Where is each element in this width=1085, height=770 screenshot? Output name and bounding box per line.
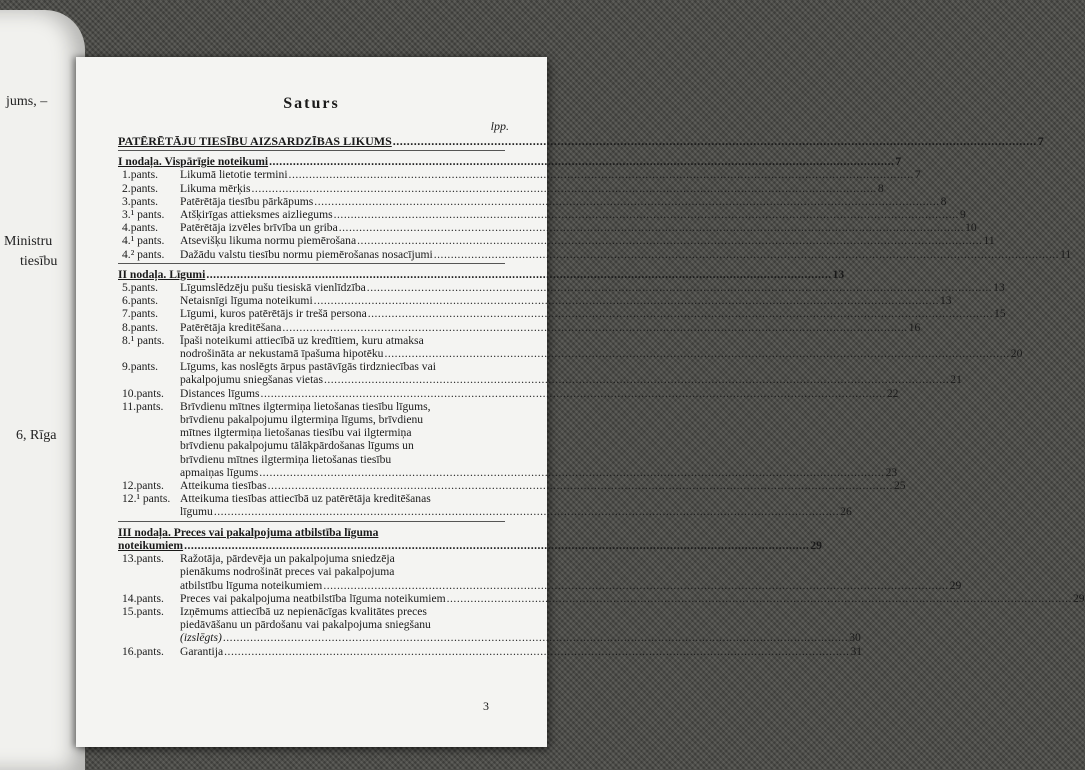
- article-text: [180, 492, 852, 518]
- law-title-row: [118, 134, 1044, 148]
- article-page: 29: [1072, 591, 1085, 605]
- article-line-text: Īpaši noteikumi attiecībā uz kredītiem, kuru atmaksa: [180, 333, 424, 347]
- article-number: 12.¹ pants.: [122, 492, 171, 506]
- left-page-text: Ministru: [4, 234, 53, 249]
- dot-leader: [447, 592, 1072, 605]
- article-line-text: Atteikuma tiesības attiecībā uz patērētāja kreditēšanas: [180, 492, 431, 506]
- article-line: [180, 281, 1005, 294]
- article-number: 3.¹ pants.: [122, 208, 165, 222]
- page-column-label: lpp.: [490, 119, 509, 133]
- article-line-text: Patērētāja kreditēšana: [180, 320, 282, 334]
- article-text: [180, 234, 995, 247]
- article-line-text: līgumu: [180, 505, 213, 519]
- law-title: PATĒRĒTĀJU TIESĪBU AIZSARDZĪBAS LIKUMS: [118, 134, 392, 148]
- article-page: 26: [840, 505, 852, 519]
- article-line-text: Atsevišķu likuma normu piemērošana: [180, 234, 357, 248]
- dot-leader: [323, 579, 948, 592]
- toc-entry: [118, 320, 921, 334]
- article-line: [180, 334, 1022, 347]
- article-number: 10.pants.: [122, 386, 164, 400]
- dot-leader: [368, 307, 993, 320]
- article-page: 9: [959, 208, 966, 222]
- article-line-text: Līgums, kas noslēgts ārpus pastāvīgās tirdzniecības vai: [180, 360, 436, 374]
- dot-leader: [384, 347, 1009, 360]
- dot-leader: [434, 248, 1059, 261]
- toc-entry: [118, 479, 906, 493]
- chapter-page: 7: [895, 155, 902, 169]
- article-line-text: piedāvāšanu un pārdošanu vai pakalpojuma sniegšanu: [180, 618, 431, 632]
- article-number: 13.pants.: [122, 552, 164, 566]
- article-line-text: pienākums nodrošināt preces vai pakalpojuma: [180, 565, 395, 579]
- dot-leader: [334, 208, 959, 221]
- article-line: [180, 360, 962, 373]
- article-number: 15.pants.: [122, 604, 164, 618]
- article-line: [180, 294, 952, 307]
- article-page: 8: [940, 194, 947, 208]
- article-text: [180, 479, 906, 492]
- article-line: [180, 234, 995, 247]
- chapter-title-row: [118, 538, 822, 552]
- dot-leader: [269, 155, 894, 168]
- article-number: 8.¹ pants.: [122, 333, 165, 347]
- toc-entry: [118, 247, 1072, 261]
- chapter-title: I nodaļa. Vispārīgie noteikumi: [118, 155, 269, 169]
- article-line-text: brīvdienu pakalpojumu tālākpārdošanas līgums un: [180, 439, 414, 453]
- article-line-text: Garantija: [180, 644, 224, 658]
- toc-entry: [118, 307, 1006, 321]
- article-page: 11: [983, 234, 995, 248]
- article-text: [180, 248, 1071, 261]
- article-line: [180, 307, 1006, 320]
- article-page: 13: [939, 294, 952, 308]
- chapter-title-row: [118, 155, 902, 169]
- dot-leader: [314, 294, 939, 307]
- article-page: 21: [950, 373, 962, 387]
- article-line: [180, 645, 862, 658]
- article-page: 20: [1010, 347, 1023, 361]
- article-text: [180, 334, 1022, 360]
- article-line: [180, 400, 897, 413]
- article-line-text: Netaisnīgi līguma noteikumi: [180, 294, 313, 308]
- article-line: [180, 565, 961, 578]
- article-text: [180, 645, 862, 658]
- article-line: [180, 347, 1022, 360]
- dot-leader: [184, 539, 809, 552]
- article-line: [180, 208, 966, 221]
- chapter-title: III nodaļa. Preces vai pakalpojuma atbilstība līguma: [118, 525, 379, 539]
- article-page: 15: [994, 307, 1006, 321]
- article-line: [180, 413, 897, 426]
- article-line: [180, 492, 852, 505]
- article-line-text: atbilstību līguma noteikumiem: [180, 578, 323, 592]
- left-page-text: tiesību: [20, 254, 58, 269]
- article-page: 22: [886, 386, 899, 400]
- article-line: [180, 373, 962, 386]
- toc-entry: [118, 294, 952, 308]
- article-page: 23: [885, 465, 898, 479]
- toc-entry: [118, 168, 921, 182]
- article-line: [180, 182, 884, 195]
- article-page: 13: [993, 281, 1005, 295]
- toc-entry: [118, 552, 962, 592]
- toc-entry: [118, 399, 898, 479]
- article-line-text: Distances līgums: [180, 386, 260, 400]
- dot-leader: [289, 168, 914, 181]
- article-number: 14.pants.: [122, 591, 164, 605]
- page-number: 3: [483, 699, 489, 713]
- article-line: [180, 479, 906, 492]
- article-line-text: Līgumslēdzēju pušu tiesiskā vienlīdzība: [180, 281, 366, 295]
- article-line: [180, 439, 897, 452]
- article-line: [180, 552, 961, 565]
- toc-entry: [118, 194, 947, 208]
- article-number: 6.pants.: [122, 294, 159, 308]
- article-line: [180, 426, 897, 439]
- article-text: [180, 400, 897, 479]
- dot-leader: [357, 234, 982, 247]
- article-page: 31: [850, 644, 863, 658]
- article-text: [180, 281, 1005, 294]
- article-number: 3.pants.: [122, 194, 159, 208]
- article-page: 16: [908, 320, 921, 334]
- article-line-text: Patērētāja tiesību pārkāpums: [180, 194, 314, 208]
- chapter-divider: [118, 150, 505, 151]
- toc-entry: [118, 221, 977, 235]
- chapter-page: 29: [810, 538, 822, 552]
- article-text: [180, 360, 962, 386]
- dot-leader: [252, 182, 877, 195]
- article-number: 8.pants.: [122, 320, 159, 334]
- article-line: [180, 592, 1085, 605]
- article-line-text: Līgumi, kuros patērētājs ir trešā persona: [180, 307, 367, 321]
- toc-entry: [118, 386, 899, 400]
- article-line-text: brīvdienu pakalpojumu ilgtermiņa līgums, brīvdienu: [180, 413, 424, 427]
- table-of-contents: [118, 133, 1085, 658]
- chapter-title-row: [118, 267, 845, 281]
- dot-leader: [214, 505, 839, 518]
- article-line: [180, 168, 921, 181]
- dot-leader: [223, 631, 848, 644]
- article-line: [180, 579, 961, 592]
- article-text: [180, 208, 966, 221]
- article-number: 1.pants.: [122, 168, 159, 182]
- toc-entry: [118, 281, 1005, 295]
- article-line-text: Atteikuma tiesības: [180, 479, 267, 493]
- dot-leader: [282, 321, 907, 334]
- dot-leader: [324, 373, 949, 386]
- article-line: [180, 248, 1071, 261]
- article-text: [180, 387, 898, 400]
- chapter-title-row: [118, 526, 505, 539]
- article-text: [180, 592, 1085, 605]
- dot-leader: [314, 195, 939, 208]
- article-line-text: Preces vai pakalpojuma neatbilstība līguma noteikumiem: [180, 591, 446, 605]
- article-number: 9.pants.: [122, 360, 159, 374]
- chapter-divider: [118, 521, 505, 522]
- article-line: [180, 221, 977, 234]
- article-text: [180, 182, 884, 195]
- page-title: Saturs: [283, 95, 340, 112]
- chapter-page: 13: [832, 267, 845, 281]
- article-page: 7: [914, 168, 921, 182]
- dot-leader: [259, 466, 884, 479]
- toc-entry: [118, 591, 1085, 605]
- article-line: [180, 605, 861, 618]
- toc-entry: [118, 492, 852, 519]
- dot-leader: [224, 645, 849, 658]
- article-line-text: (izslēgts): [180, 631, 222, 645]
- article-number: 12.pants.: [122, 479, 164, 493]
- article-line-text: Izņēmums attiecībā uz nepienācīgas kvalitātes preces: [180, 604, 427, 618]
- article-text: [180, 221, 977, 234]
- toc-entry: [118, 234, 995, 248]
- article-number: 5.pants.: [122, 281, 159, 295]
- article-line: [180, 505, 852, 518]
- left-page-text: jums, –: [6, 94, 48, 109]
- left-page-text: 6, Rīga: [16, 428, 57, 443]
- article-line: [180, 321, 920, 334]
- dot-leader: [339, 221, 964, 234]
- toc-entry: [118, 644, 863, 658]
- article-line: [180, 631, 861, 644]
- dot-leader: [367, 281, 992, 294]
- article-line-text: Brīvdienu mītnes ilgtermiņa lietošanas tiesību līgums,: [180, 399, 431, 413]
- article-line-text: apmaiņas līgums: [180, 465, 259, 479]
- dot-leader: [268, 479, 893, 492]
- article-number: 16.pants.: [122, 644, 164, 658]
- article-number: 4.² pants.: [122, 247, 165, 261]
- toc-entry: [118, 360, 962, 387]
- article-line: [180, 453, 897, 466]
- article-number: 11.pants.: [122, 399, 164, 413]
- dot-leader: [206, 268, 831, 281]
- article-page: 30: [849, 631, 861, 645]
- article-line: [180, 387, 898, 400]
- article-text: [180, 552, 961, 592]
- chapter-title: noteikumiem: [118, 538, 184, 552]
- article-number: 4.pants.: [122, 221, 159, 235]
- article-line-text: pakalpojumu sniegšanas vietas: [180, 373, 323, 387]
- article-line-text: nodrošināta ar nekustamā īpašuma hipotēku: [180, 347, 384, 361]
- article-line-text: Likumā lietotie termini: [180, 168, 288, 182]
- toc-entry: [118, 208, 966, 222]
- article-text: [180, 321, 920, 334]
- article-line: [180, 195, 946, 208]
- chapter-divider: [118, 263, 505, 264]
- article-line-text: mītnes ilgtermiņa lietošanas tiesību vai ilgtermiņa: [180, 426, 412, 440]
- article-line: [180, 466, 897, 479]
- article-number: 2.pants.: [122, 181, 159, 195]
- article-page: 8: [877, 181, 884, 195]
- article-line-text: brīvdienu mītnes ilgtermiņa lietošanas tiesību: [180, 452, 392, 466]
- chapter-title: II nodaļa. Līgumi: [118, 267, 206, 281]
- law-page: 7: [1037, 134, 1044, 148]
- article-text: [180, 605, 861, 645]
- article-text: [180, 307, 1006, 320]
- toc-entry: [118, 604, 861, 645]
- article-line-text: Patērētāja izvēles brīvība un griba: [180, 221, 338, 235]
- article-page: 25: [893, 479, 906, 493]
- article-page: 11: [1060, 247, 1072, 261]
- article-number: 4.¹ pants.: [122, 234, 165, 248]
- article-number: 7.pants.: [122, 307, 159, 321]
- article-text: [180, 294, 952, 307]
- book-page: [76, 57, 1085, 747]
- dot-leader: [393, 135, 1037, 148]
- article-line-text: Likuma mērķis: [180, 181, 251, 195]
- article-page: 29: [949, 578, 962, 592]
- article-text: [180, 168, 921, 181]
- toc-entry: [118, 333, 1023, 361]
- toc-entry: [118, 181, 884, 195]
- dot-leader: [261, 387, 886, 400]
- left-page: [0, 10, 85, 770]
- article-page: 10: [965, 221, 977, 235]
- article-line-text: Dažādu valstu tiesību normu piemērošanas nosacījumi: [180, 247, 433, 261]
- article-line-text: Atšķirīgas attieksmes aizliegums: [180, 208, 333, 222]
- article-text: [180, 195, 946, 208]
- article-line: [180, 618, 861, 631]
- article-line-text: Ražotāja, pārdevēja un pakalpojuma sniedzēja: [180, 552, 395, 566]
